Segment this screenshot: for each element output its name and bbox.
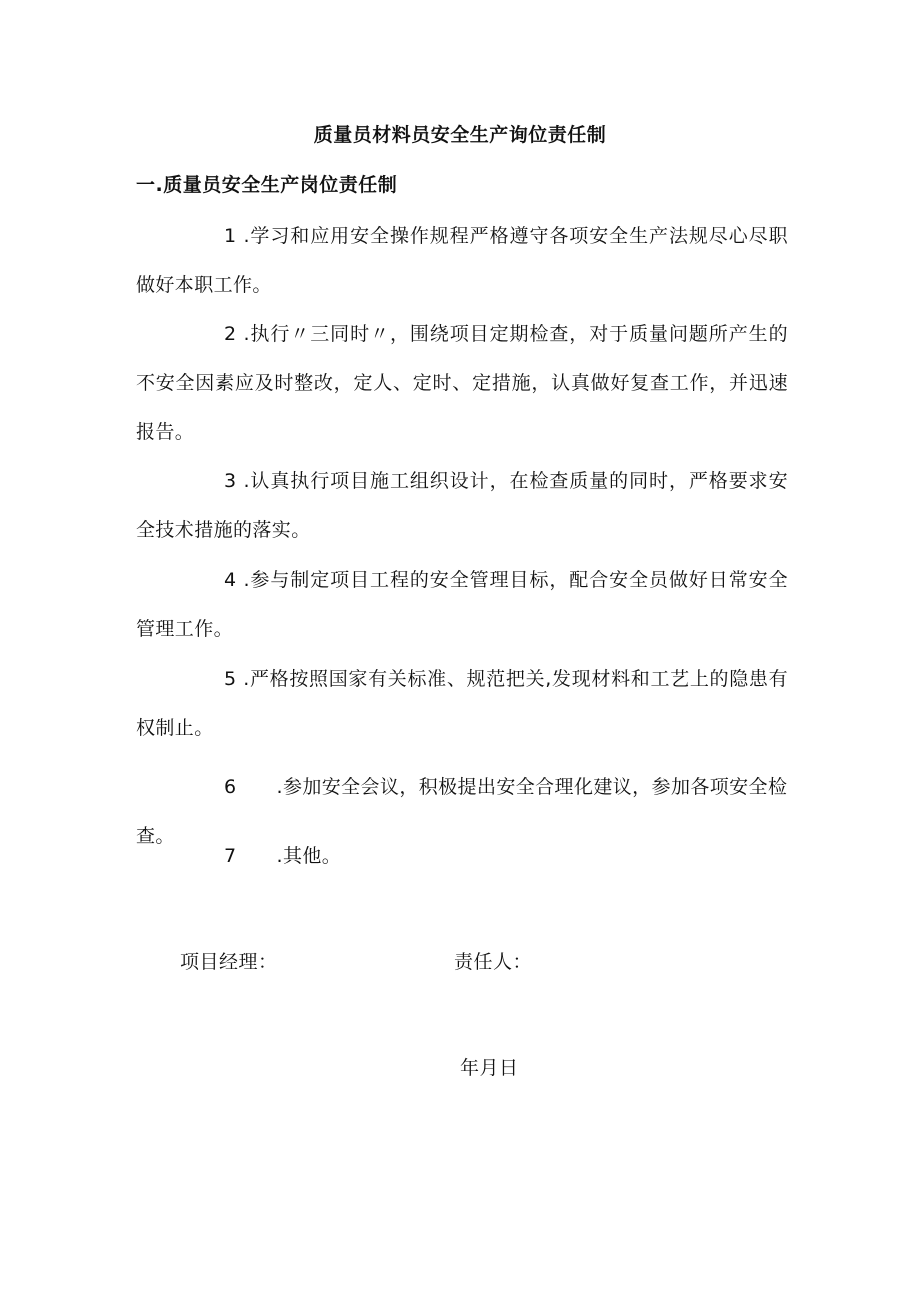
item-number: 5: [224, 668, 237, 690]
item-text: .其他。: [276, 845, 342, 867]
list-item-7: [136, 832, 788, 881]
list-item-3: [136, 457, 788, 555]
list-item-2: [136, 310, 788, 457]
list-item-4: [136, 556, 788, 654]
item-number: 2: [224, 323, 237, 345]
item-text: .参与制定项目工程的安全管理目标，配合安全员做好日常安全管理工作。: [136, 569, 788, 640]
list-item-5: [136, 655, 788, 753]
section-heading: 一.质量员安全生产岗位责任制: [136, 174, 398, 196]
document-title: 质量员材料员安全生产询位责任制: [313, 124, 607, 146]
item-text: .执行〃三同时〃，围绕项目定期检查，对于质量问题所产生的不安全因素应及时整改，定人、定时、定措施，认真做好复查工作，并迅速报告。: [136, 323, 788, 443]
list-item-1: [136, 212, 788, 310]
item-number: 3: [224, 470, 237, 492]
project-manager-label: 项目经理：: [180, 951, 278, 973]
item-text: .严格按照国家有关标准、规范把关,发现材料和工艺上的隐患有权制止。: [136, 668, 788, 739]
item-text: .参加安全会议，积极提出安全合理化建议，参加各项安全检查。: [136, 776, 788, 847]
item-text: .学习和应用安全操作规程严格遵守各项安全生产法规尽心尽职做好本职工作。: [136, 225, 788, 296]
item-number: 4: [224, 569, 237, 591]
item-text: .认真执行项目施工组织设计，在检查质量的同时，严格要求安全技术措施的落实。: [136, 470, 788, 541]
date-label: 年月日: [460, 1057, 519, 1079]
item-number: 7: [224, 845, 237, 867]
responsible-person-label: 责任人：: [454, 951, 533, 973]
item-number: 1: [224, 225, 237, 247]
item-number: 6: [224, 776, 237, 798]
